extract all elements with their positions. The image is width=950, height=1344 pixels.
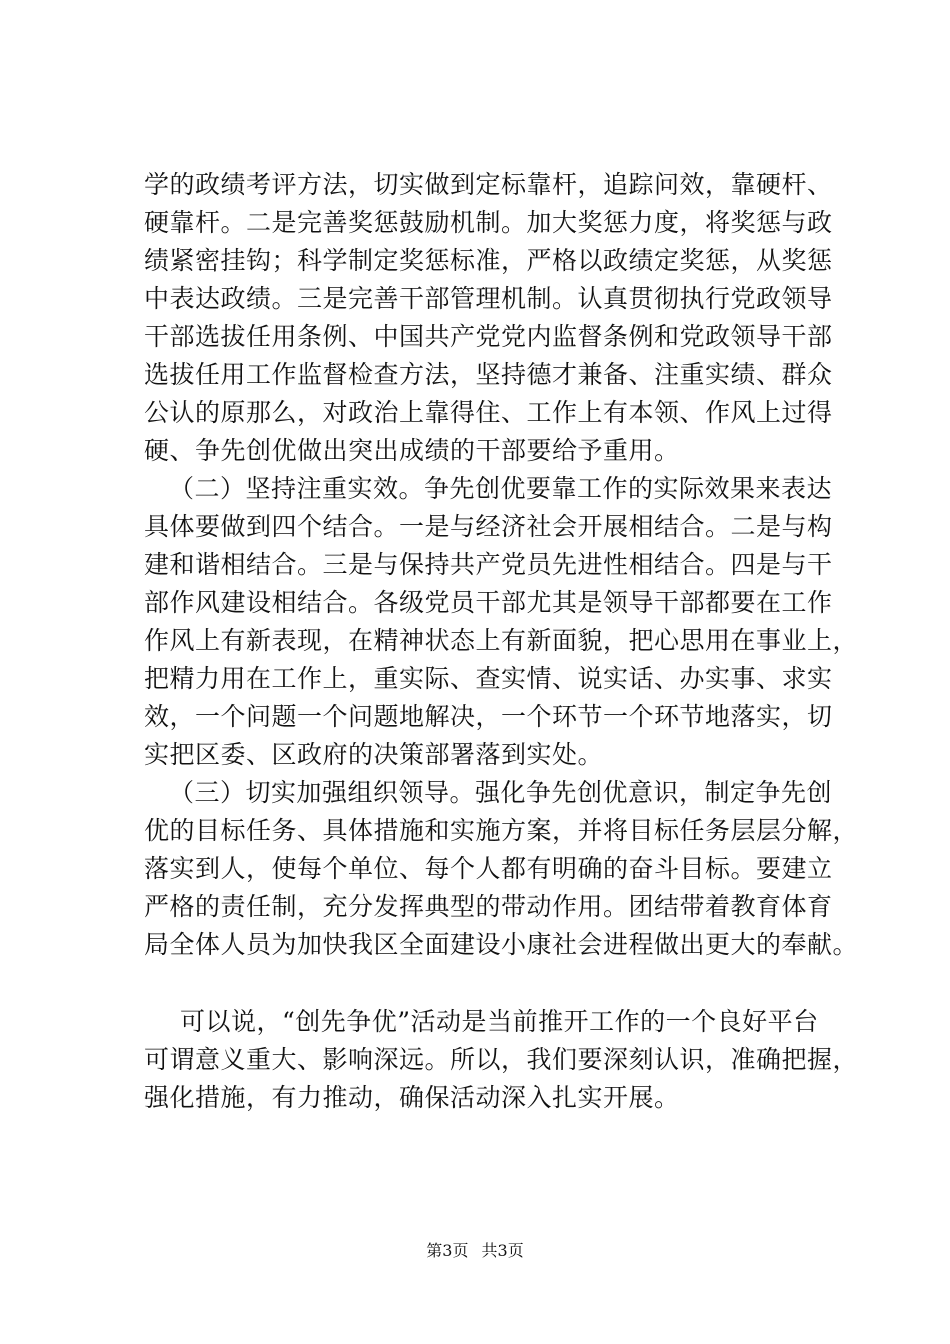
text-line: 局全体人员为加快我区全面建设小康社会进程做出更大的奉献。: [144, 930, 859, 959]
paragraph-spacer: [144, 964, 816, 1003]
text-line: 可谓意义重大、影响深远。所以，我们要深刻认识，准确把握，: [144, 1045, 859, 1074]
text-line: 中表达政绩。三是完善干部管理机制。认真贯彻执行党政领导: [144, 284, 833, 313]
text-line: 可以说，“创先争优”活动是当前推开工作的一个良好平台: [180, 1007, 819, 1036]
text-line: 落实到人，使每个单位、每个人都有明确的奋斗目标。要建立: [144, 854, 833, 883]
paragraph-1: [144, 166, 833, 470]
paragraph-2: [144, 470, 859, 774]
text-line: 强化措施，有力推动，确保活动深入扎实开展。: [144, 1083, 680, 1112]
text-line: 硬靠杆。二是完善奖惩鼓励机制。加大奖惩力度，将奖惩与政: [144, 208, 833, 237]
text-line: 部作风建设相结合。各级党员干部尤其是领导干部都要在工作: [144, 588, 833, 617]
page-number: 第3页: [426, 1241, 469, 1260]
text-line: （二）坚持注重实效。争先创优要靠工作的实际效果来表达: [169, 474, 833, 503]
text-line: 优的目标任务、具体措施和实施方案，并将目标任务层层分解，: [144, 816, 859, 845]
page-total: 共3页: [481, 1241, 524, 1260]
page-footer: [0, 1238, 950, 1261]
text-line: 严格的责任制，充分发挥典型的带动作用。团结带着教育体育: [144, 892, 833, 921]
text-line: 实把区委、区政府的决策部署落到实处。: [144, 740, 604, 769]
text-line: 具体要做到四个结合。一是与经济社会开展相结合。二是与构: [144, 512, 833, 541]
document-body: [144, 166, 859, 1117]
text-line: 选拔任用工作监督检查方法，坚持德才兼备、注重实绩、群众: [144, 360, 833, 389]
text-line: 效，一个问题一个问题地解决，一个环节一个环节地落实，切: [144, 702, 833, 731]
text-line: 作风上有新表现，在精神状态上有新面貌，把心思用在事业上，: [144, 626, 859, 655]
paragraph-3: [144, 774, 859, 964]
paragraph-4: [144, 1003, 859, 1117]
text-line: 建和谐相结合。三是与保持共产党员先进性相结合。四是与干: [144, 550, 833, 579]
text-line: 把精力用在工作上，重实际、查实情、说实话、办实事、求实: [144, 664, 833, 693]
text-line: 公认的原那么，对政治上靠得住、工作上有本领、作风上过得: [144, 398, 833, 427]
text-line: 学的政绩考评方法，切实做到定标靠杆，追踪问效，靠硬杆、: [144, 170, 833, 199]
text-line: 硬、争先创优做出突出成绩的干部要给予重用。: [144, 436, 680, 465]
text-line: 干部选拔任用条例、中国共产党党内监督条例和党政领导干部: [144, 322, 833, 351]
text-line: 绩紧密挂钩；科学制定奖惩标准，严格以政绩定奖惩，从奖惩: [144, 246, 833, 275]
text-line: （三）切实加强组织领导。强化争先创优意识，制定争先创: [169, 778, 833, 807]
